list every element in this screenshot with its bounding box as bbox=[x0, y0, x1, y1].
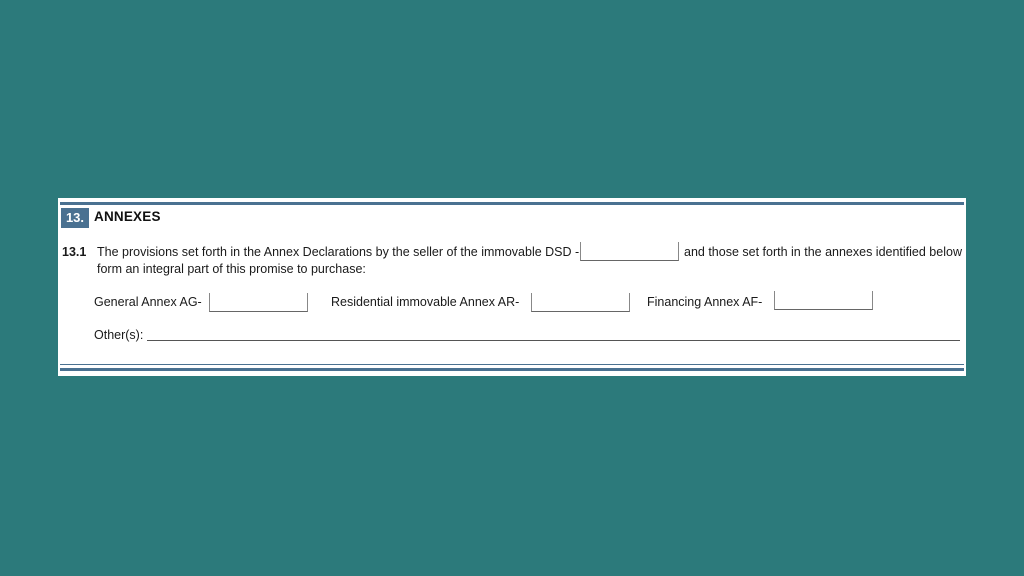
clause-text-line2: form an integral part of this promise to purchase: bbox=[97, 262, 366, 276]
clause-text-line1-end: and those set forth in the annexes identified below bbox=[684, 245, 962, 259]
clause-text-line1-start: The provisions set forth in the Annex Declarations by the seller of the immovable DSD - bbox=[97, 245, 580, 259]
clause-number: 13.1 bbox=[62, 245, 87, 259]
section-title: ANNEXES bbox=[94, 209, 161, 224]
general-annex-field[interactable] bbox=[209, 293, 308, 312]
dsd-number-field[interactable] bbox=[580, 242, 679, 261]
other-annex-field[interactable] bbox=[147, 340, 960, 341]
other-annex-label: Other(s): bbox=[94, 328, 144, 342]
section-number-badge: 13. bbox=[61, 208, 89, 228]
section-top-rule bbox=[60, 202, 964, 205]
residential-annex-label: Residential immovable Annex AR- bbox=[331, 295, 520, 309]
section-bottom-rule bbox=[60, 368, 964, 371]
financing-annex-label: Financing Annex AF- bbox=[647, 295, 763, 309]
financing-annex-field[interactable] bbox=[774, 291, 873, 310]
annexes-form-section bbox=[58, 198, 966, 376]
general-annex-label: General Annex AG- bbox=[94, 295, 202, 309]
section-bottom-rule-thin bbox=[60, 364, 964, 365]
residential-annex-field[interactable] bbox=[531, 293, 630, 312]
